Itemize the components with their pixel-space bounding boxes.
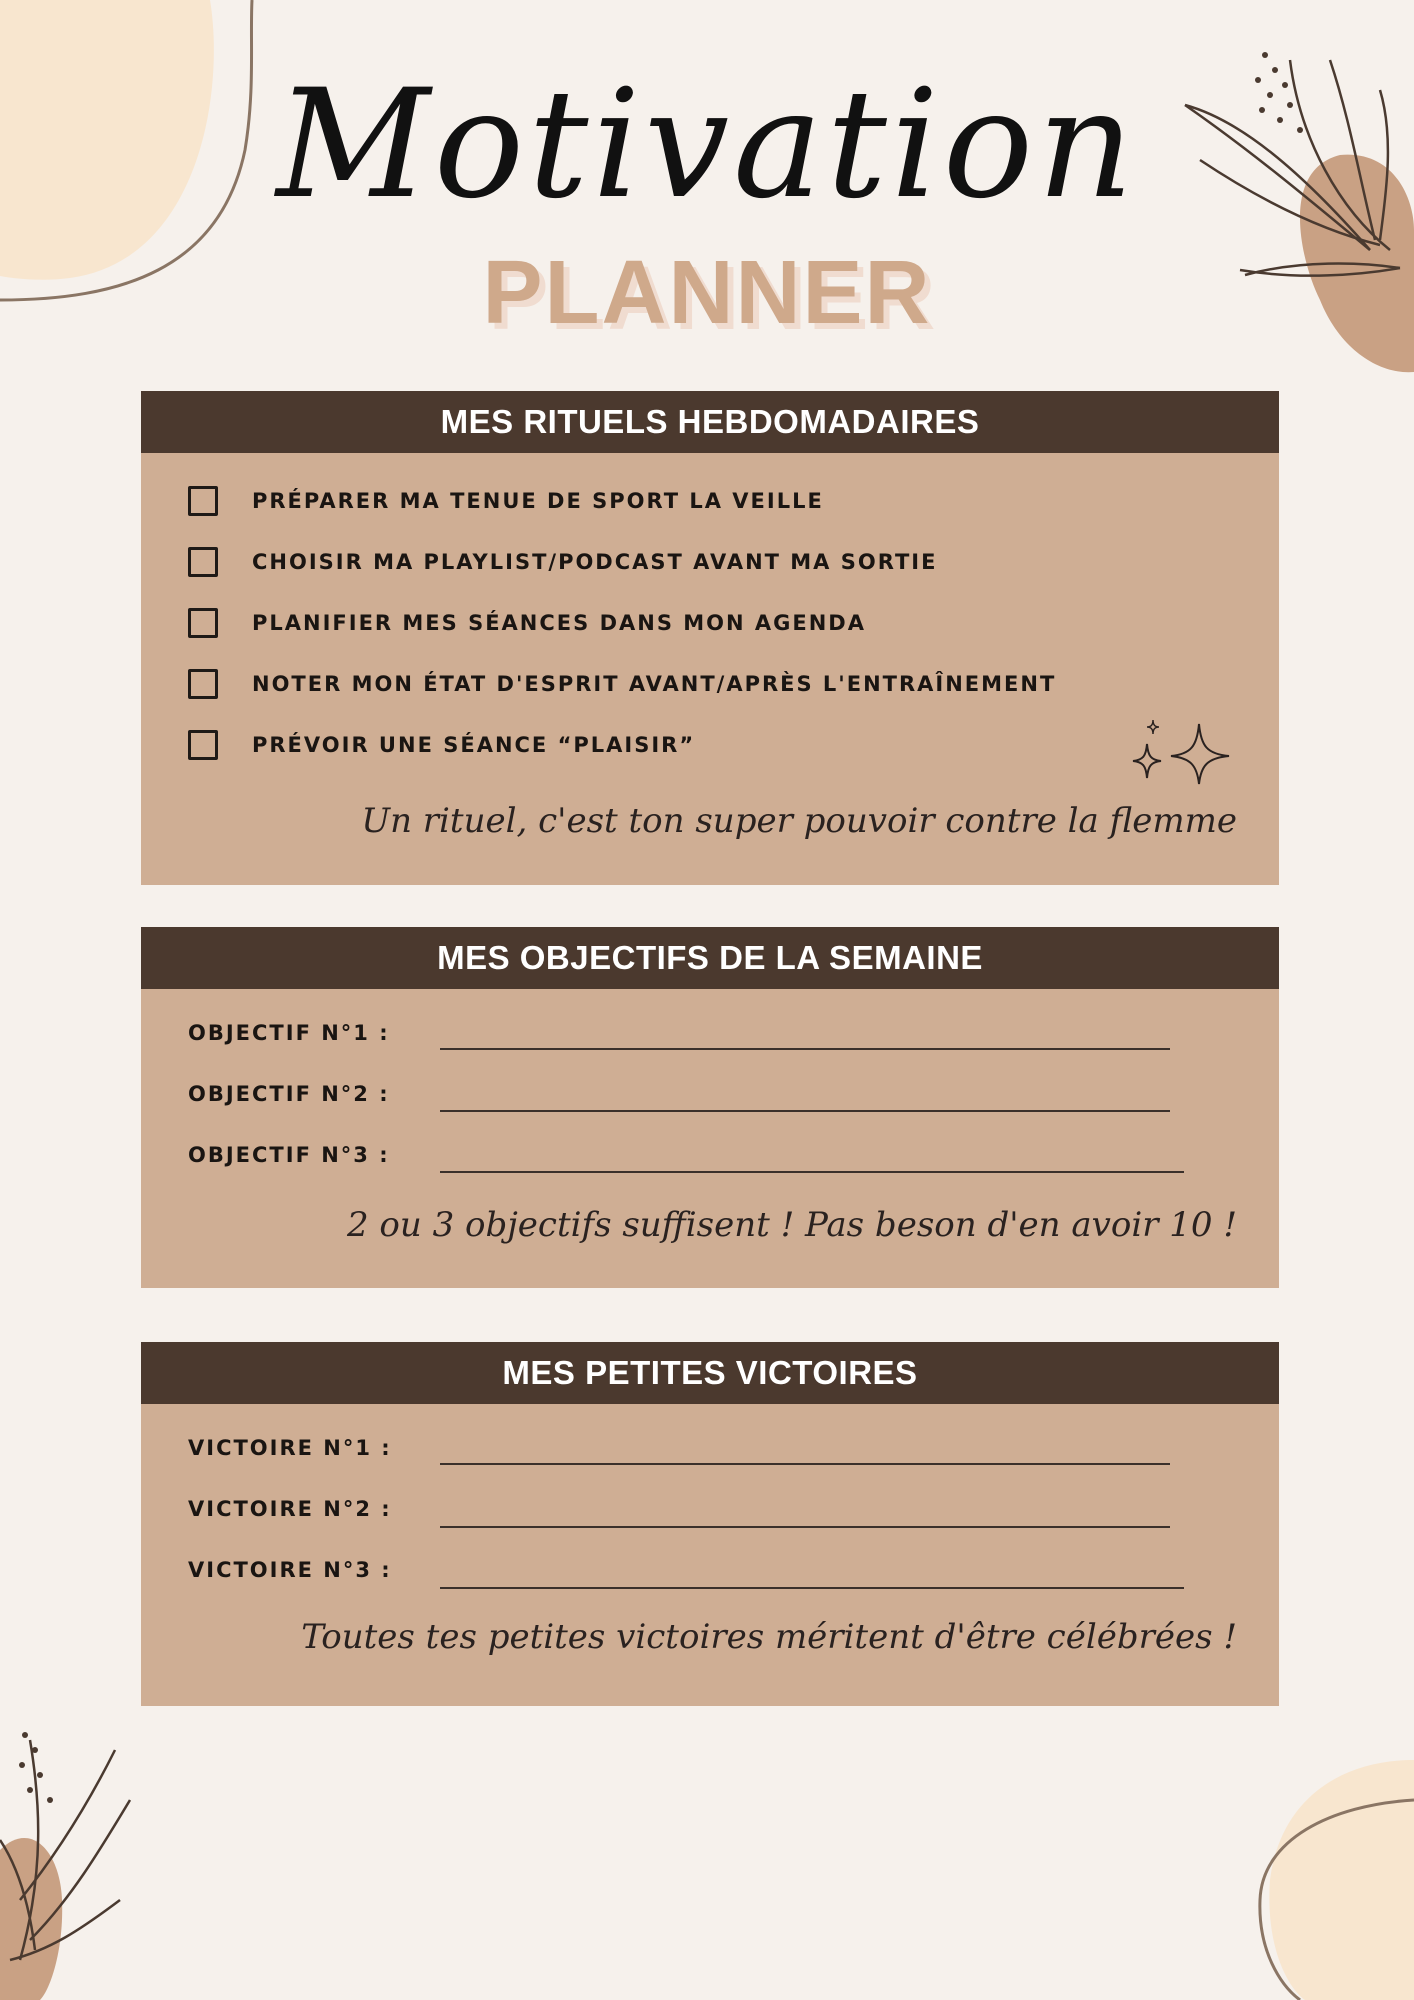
win-row bbox=[188, 1497, 392, 1521]
goals-section bbox=[141, 927, 1279, 1288]
goal-row bbox=[188, 1082, 390, 1106]
bottom-right-blob bbox=[1269, 1760, 1414, 2000]
wins-section bbox=[141, 1342, 1279, 1706]
goals-note: 2 ou 3 objectifs suffisent ! Pas beson d'en avoir 10 ! bbox=[346, 1205, 1237, 1245]
goal-input-line[interactable] bbox=[440, 1048, 1170, 1050]
rituals-note: Un rituel, c'est ton super pouvoir contre la flemme bbox=[361, 801, 1237, 841]
win-label: VICTOIRE N°2 : bbox=[188, 1497, 392, 1521]
ritual-item bbox=[188, 547, 937, 577]
ritual-label: PRÉPARER MA TENUE DE SPORT LA VEILLE bbox=[252, 489, 824, 513]
page-title: PLANNER bbox=[482, 243, 932, 343]
wins-heading: MES PETITES VICTOIRES bbox=[141, 1342, 1279, 1404]
goal-label: OBJECTIF N°1 : bbox=[188, 1021, 390, 1045]
goal-row bbox=[188, 1021, 390, 1045]
win-input-line[interactable] bbox=[440, 1587, 1184, 1589]
ritual-label: CHOISIR MA PLAYLIST/PODCAST AVANT MA SORTIE bbox=[252, 550, 938, 574]
goals-heading: MES OBJECTIFS DE LA SEMAINE bbox=[141, 927, 1279, 989]
script-title: Motivation bbox=[276, 58, 1138, 232]
win-input-line[interactable] bbox=[440, 1526, 1170, 1528]
goal-row bbox=[188, 1143, 390, 1167]
sparkle-icon bbox=[1129, 716, 1239, 786]
ritual-item bbox=[188, 669, 1056, 699]
win-input-line[interactable] bbox=[440, 1463, 1170, 1465]
ritual-label: NOTER MON ÉTAT D'ESPRIT AVANT/APRÈS L'ENTRAÎNEMENT bbox=[252, 672, 1057, 696]
ritual-item bbox=[188, 486, 824, 516]
ritual-label: PLANIFIER MES SÉANCES DANS MON AGENDA bbox=[252, 611, 866, 635]
goal-input-line[interactable] bbox=[440, 1171, 1184, 1173]
ritual-checkbox[interactable] bbox=[188, 669, 218, 699]
ritual-checkbox[interactable] bbox=[188, 608, 218, 638]
goal-label: OBJECTIF N°2 : bbox=[188, 1082, 390, 1106]
ritual-label: PRÉVOIR UNE SÉANCE “PLAISIR” bbox=[252, 733, 696, 757]
ritual-item bbox=[188, 730, 695, 760]
win-label: VICTOIRE N°1 : bbox=[188, 1436, 392, 1460]
win-label: VICTOIRE N°3 : bbox=[188, 1558, 392, 1582]
rituals-section bbox=[141, 391, 1279, 885]
win-row bbox=[188, 1436, 392, 1460]
ritual-checkbox[interactable] bbox=[188, 486, 218, 516]
ritual-checkbox[interactable] bbox=[188, 547, 218, 577]
ritual-item bbox=[188, 608, 866, 638]
win-row bbox=[188, 1558, 392, 1582]
goal-input-line[interactable] bbox=[440, 1110, 1170, 1112]
ritual-checkbox[interactable] bbox=[188, 730, 218, 760]
goal-label: OBJECTIF N°3 : bbox=[188, 1143, 390, 1167]
wins-note: Toutes tes petites victoires méritent d'être célébrées ! bbox=[301, 1617, 1237, 1657]
rituals-heading: MES RITUELS HEBDOMADAIRES bbox=[141, 391, 1279, 453]
